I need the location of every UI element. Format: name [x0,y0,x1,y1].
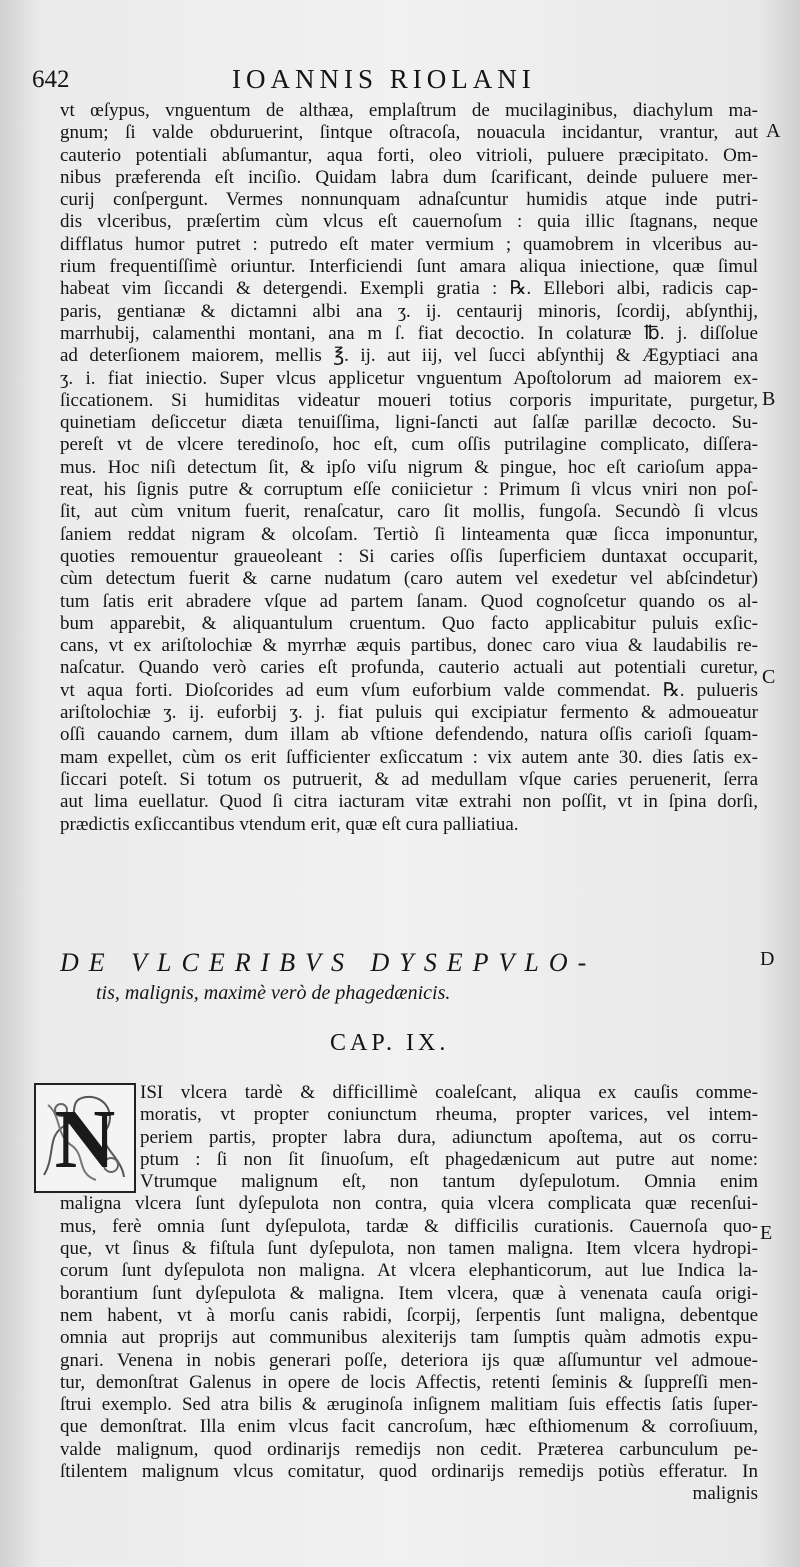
text-line: mus, ferè omnia ſunt dyſepulota, tardæ & difficilis curationis. Cauernoſa quo- [60,1215,758,1237]
margin-letter-c: C [762,666,776,688]
text-line: quinetiam deſiccetur diæta tenuiſſima, ligni-ſancti aut ſalſæ parillæ decocto. Su- [60,412,758,434]
text-line: ſiccationem. Si humiditas videatur moueri totius corporis impuritate, purgetur, [60,389,758,411]
margin-letter-b: B [762,388,776,410]
text-line: nem habent, vt à morſu canis rabidi, ſcorpij, ſerpentis ſunt maligna, debentque [60,1304,758,1326]
text-line: mus. Hoc niſi detectum ſit, & ipſo viſu nigrum & pingue, hoc eſt carioſum appa- [60,456,758,478]
text-line: que demonſtrat. Illa enim vlcus facit cancroſum, hæc eſthiomenum & corroſiuum, [60,1416,758,1438]
paragraph-ulcer-treatment [60,100,758,836]
text-line: aut lima euellatur. Quod ſi citra iacturam vitæ extrahi non poſſit, vt in ſpina dorſi, [60,791,758,813]
text-line: ISI vlcera tardè & difficillimè coaleſcant, aliqua ex cauſis comme- [140,1082,758,1103]
margin-letter-d: D [760,948,775,970]
text-line: valde malignum, quod ordinarijs remedijs non cedit. Præterea carbunculum pe- [60,1438,758,1460]
text-line: gnum; ſi valde obduruerint, ſintque oſtracoſa, nouacula incidantur, vrantur, aut [60,122,758,144]
text-line: gnari. Venena in nobis generari poſſe, deteriora ijs quæ aſſumuntur vel admoue- [60,1349,758,1371]
text-line: ſiccari poteſt. Si totum os putruerit, & ad medullam vſque caries peruenerit, ſerra [60,768,758,790]
text-line: cauterio potentiali abſumantur, aqua forti, oleo vitrioli, puluere præcipitato. Om- [60,144,758,166]
text-line: reat, his ſignis putre & corruptum eſſe coniicietur : Primum ſi vlcus vniri non poſ- [60,479,758,501]
text-line: ſtrui exemplo. Sed atra bilis & æruginoſa inſignem malitiam ſuis effectis ſatis ſuper- [60,1394,758,1416]
text-line: naſcatur. Quando verò caries eſt profunda, cauterio actuali aut potentiali curetur, [60,657,758,679]
text-line: ad deterſionem maiorem, mellis ℥. ij. aut iij, vel ſucci abſynthij & Ægyptiaci ana [60,345,758,367]
text-line: quoties remouentur graueoleant : Si caries oſſis ſuperficiem duntaxat occuparit, [60,545,758,567]
drop-cap-letter: N [54,1093,116,1186]
margin-letter-a: A [766,120,781,142]
running-head: IOANNIS RIOLANI [232,64,536,94]
text-line: nibus præferenda eſt inciſio. Quidam labra dum ſcarificant, deinde puluere mer- [60,166,758,188]
text-line: prædictis exſiccantibus vtendum erit, quæ eſt cura palliatiua. [60,813,519,835]
text-line: paris, gentianæ & dictamni albi ana ʒ. ij. centaurij minoris, ſcordij, abſynthij, [60,300,758,322]
text-line: Vtrumque malignum eſt, non tantum dyſepulotum. Omnia enim [140,1171,758,1193]
text-line: mam expellet, cùm os erit ſufficienter exſiccatum : vix autem ante 30. dies ſatis ex- [60,746,758,768]
text-line: tur, demonſtrat Galenus in opere de locis Affectis, retenti ſeminis & ſuppreſſi men- [60,1371,758,1393]
page-header [32,60,772,98]
text-line: tum ſatis erit abradere vſque ad partem ſanam. Quod cognoſcetur quando os al- [60,590,758,612]
section-title: DE VLCERIBVS DYSEPVLO- [60,948,597,977]
text-line: habeat vim ſiccandi & detergendi. Exempli gratia : ℞. Ellebori albi, radicis cap- [60,278,758,300]
text-line: difflatus humor putret : putredo eſt mater vermium ; quamobrem in vlceribus au- [60,233,758,255]
text-line: ʒ. i. fiat iniectio. Super vlcus applicetur vnguentum Apoſtolorum ad maiorem ex- [60,367,758,389]
text-line: cans, vt ex ariſtolochiæ & myrrhæ æquis partibus, donec caro viua & laudabilis re- [60,635,758,657]
text-line: marrhubij, calamenthi montani, ana m ſ. fiat decoctio. In colaturæ ℔. j. diſſolue [60,322,758,344]
text-line: periem partis, propter labra dura, adiunctum apoſtema, aut os corru- [140,1126,758,1148]
text-line: que, vt ſinus & fiſtula ſunt dyſepulota, non tamen maligna. Item vlcera hydropi- [60,1238,758,1260]
chapter-heading: CAP. IX. [330,1030,450,1056]
paragraph-dysepulotic-ulcers [60,1082,758,1506]
text-line: ariſtolochiæ ʒ. ij. euforbij ʒ. j. fiat puluis qui excipiatur fermento & admoueatur [60,702,758,724]
text-line: vt œſypus, vnguentum de althæa, emplaſtrum de mucilaginibus, diachylum ma- [60,100,758,121]
text-line: omnia aut proprijs aut communibus alexiterijs tam ſumptis quàm admotis expu- [60,1327,758,1349]
margin-letter-e: E [760,1222,773,1244]
text-line: oſſi cauando carnem, dum illam ab vſtione defendendo, natura oſſis carioſi ſquam- [60,724,758,746]
text-line: ſaniem reddat nigram & olcoſam. Tertiò ſi linteamenta quæ ſicca imponuntur, [60,523,758,545]
text-line: rium frequentiſſimè oriuntur. Interficiendi ſunt amara aliqua iniectione, quæ ſimul [60,256,758,278]
text-line: ſit, aut cùm vnitum fuerit, renaſcatur, caro ſit mollis, fungoſa. Secundò ſi vlcus [60,501,758,523]
text-line: vt aqua forti. Dioſcorides ad eum vſum euforbium valde commendat. ℞. pulueris [60,679,758,701]
text-line: curij conſpergunt. Vermes nonnunquam adnaſcuntur humidis atque inde putri- [60,189,758,211]
page-number: 642 [32,66,70,93]
text-line: maligna vlcera ſunt dyſepulota non contra, quia vlcera complicata quæ recenſui- [60,1193,758,1215]
text-line: ptum : ſi non ſit ſinuoſum, eſt phagedænicum aut putre aut nome: [140,1148,758,1170]
catchword: malignis [692,1483,758,1505]
text-line: bum apparebit, & aliquantulum cruentum. Quo facto applicabitur puluis exſic- [60,612,758,634]
text-line: pereſt vt de vlcere teredinoſo, hoc eſt, cum oſſis putrilagine complicato, diſſera- [60,434,758,456]
text-line: ſtilentem malignum vlcus comitatur, quod ordinarijs remedijs potiùs efferatur. In [60,1461,758,1483]
text-line: dis vlceribus, præſertim cùm vlcus eſt cauernoſum : quia illic ſtagnans, neque [60,211,758,233]
text-line: borantium ſunt dyſepulota & maligna. Item vlcera, quæ à venenata cauſa origi- [60,1282,758,1304]
text-line: moratis, vt propter coniunctum rheuma, propter varices, vel intem- [140,1104,758,1126]
text-line: corum ſunt dyſepulota non maligna. At vlcera elephanticorum, aut lue Indica la- [60,1260,758,1282]
section-subtitle: tis, malignis, maximè verò de phagedænicis. [96,982,451,1004]
text-line: cùm detectum fuerit & carne nudatum (caro autem vel exedetur vel abſcindetur) [60,568,758,590]
